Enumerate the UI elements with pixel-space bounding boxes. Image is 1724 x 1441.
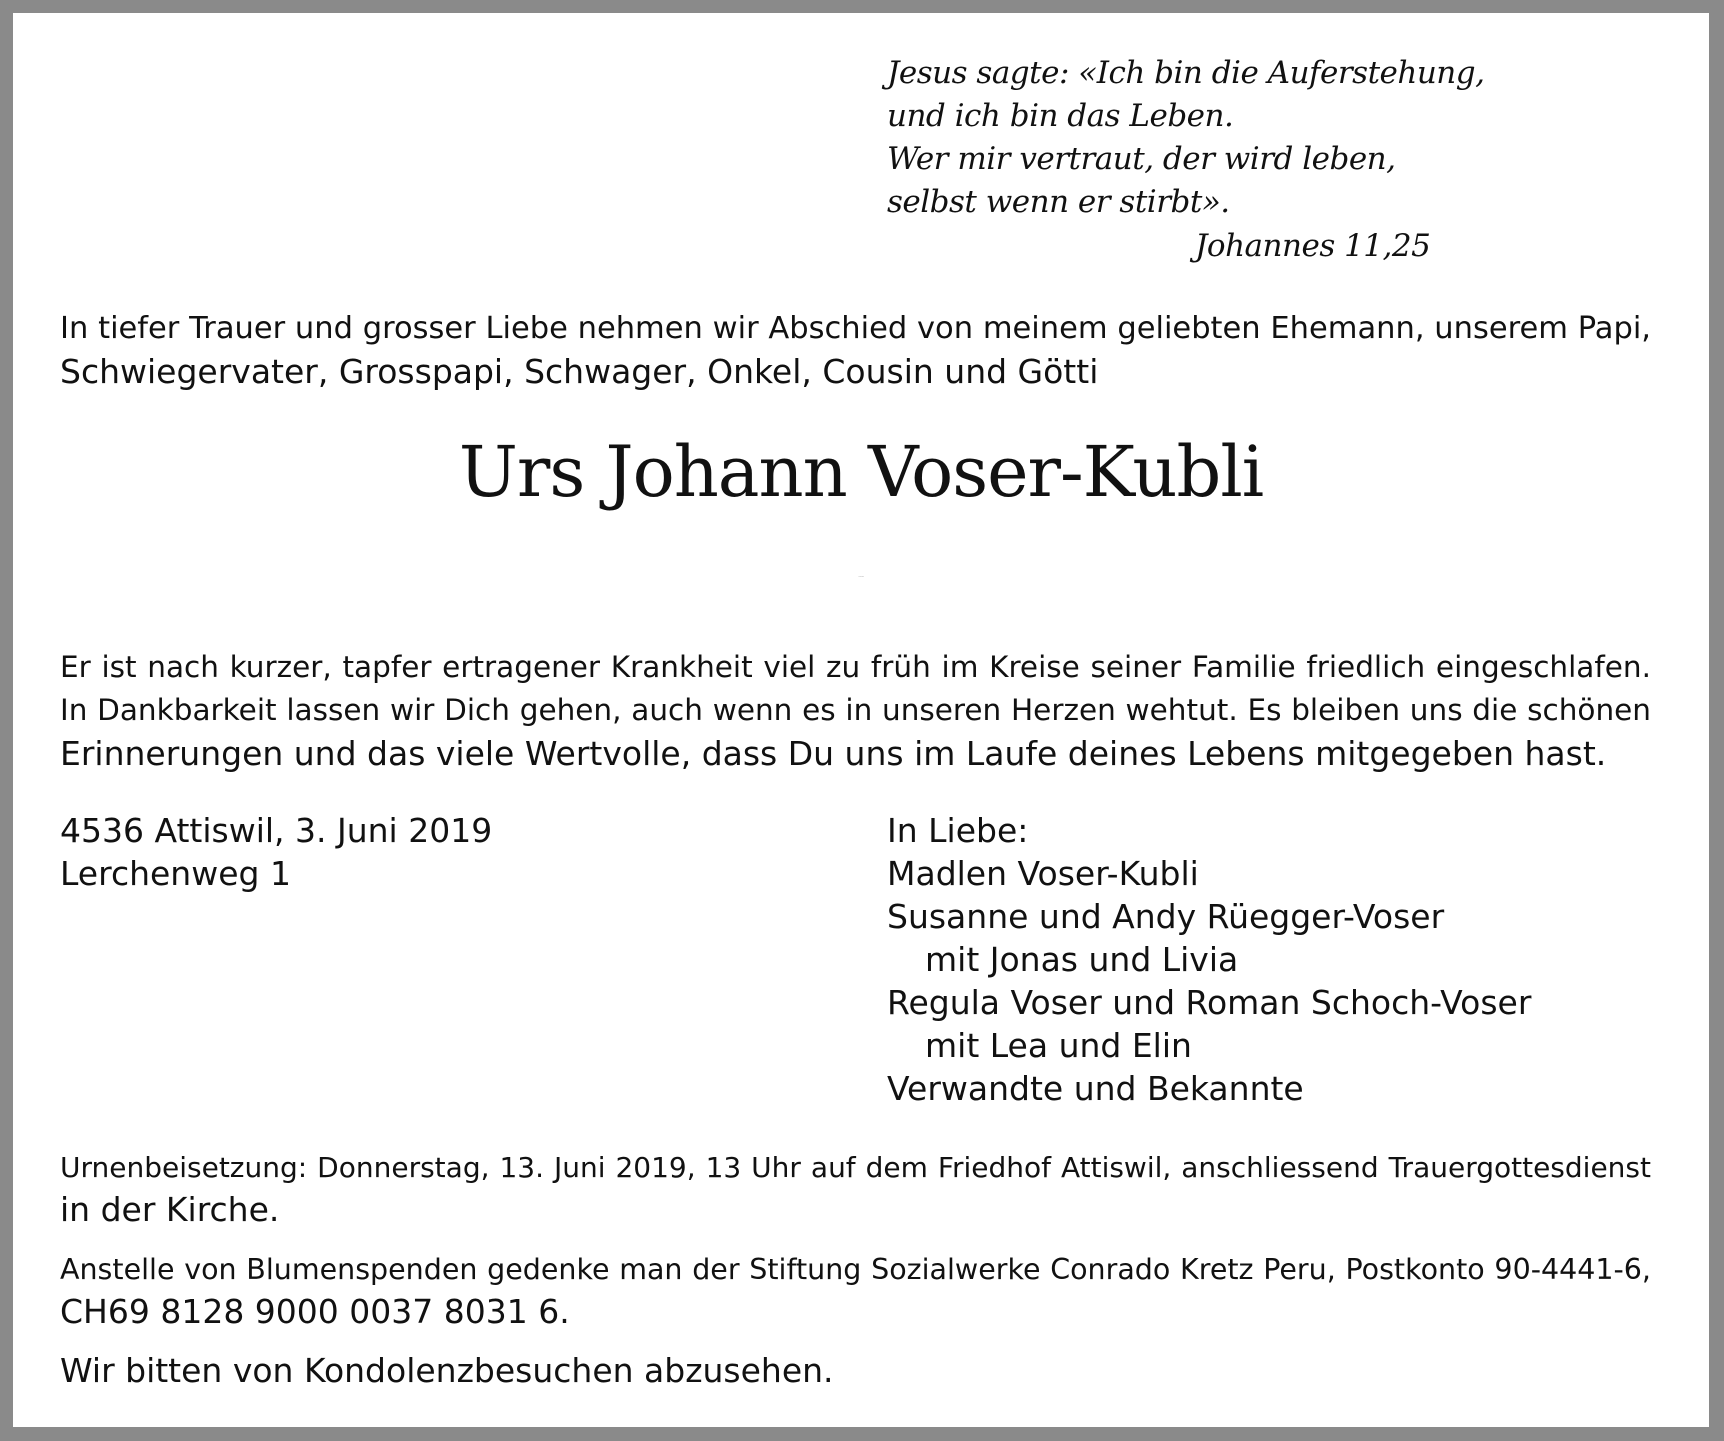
quote-line: Jesus sagte: «Ich bin die Auferstehung, xyxy=(887,55,1485,91)
birth-date: 4. Juli 1942 xyxy=(858,577,864,578)
mourner-line: Verwandte und Bekannte xyxy=(887,1069,1304,1108)
message-line: Er ist nach kurzer, tapfer ertragener Krankheit viel zu früh im Kreise seiner Familie friedlich eingeschlafen. xyxy=(60,650,1651,684)
quote-source: Johannes 11,25 xyxy=(1195,228,1431,264)
message-line: In Dankbarkeit lassen wir Dich gehen, auch wenn es in unseren Herzen wehtut. Es bleiben uns die schönen xyxy=(60,693,1651,727)
mourner-line: Madlen Voser-Kubli xyxy=(887,854,1199,893)
quote-line: selbst wenn er stirbt». xyxy=(887,184,1230,220)
donation-notice-line: CH69 8128 9000 0037 8031 6. xyxy=(60,1292,570,1331)
mourners-heading: In Liebe: xyxy=(887,811,1029,850)
mourner-line: Regula Voser und Roman Schoch-Voser xyxy=(887,983,1532,1022)
street: Lerchenweg 1 xyxy=(60,854,291,893)
quote-line: und ich bin das Leben. xyxy=(887,98,1234,134)
burial-notice-line: in der Kirche. xyxy=(60,1190,280,1229)
message-line: Erinnerungen und das viele Wertvolle, dass Du uns im Laufe deines Lebens mitgegeben hast. xyxy=(60,734,1607,773)
place-date: 4536 Attiswil, 3. Juni 2019 xyxy=(60,811,493,850)
bible-quote xyxy=(13,13,1709,273)
intro-line: Schwiegervater, Grosspapi, Schwager, Onkel, Cousin und Götti xyxy=(60,352,1099,391)
mourner-line: mit Lea und Elin xyxy=(925,1026,1192,1065)
obituary-notice xyxy=(13,13,1709,1427)
mourner-line: Susanne und Andy Rüegger-Voser xyxy=(887,897,1445,936)
quote-line: Wer mir vertraut, der wird leben, xyxy=(887,141,1396,177)
intro-line: In tiefer Trauer und grosser Liebe nehmen wir Abschied von meinem geliebten Ehemann, unserem Papi, xyxy=(60,311,1651,346)
mourner-line: mit Jonas und Livia xyxy=(925,940,1239,979)
donation-notice-line: Anstelle von Blumenspenden gedenke man der Stiftung Sozialwerke Conrado Kretz Peru, Postkonto 90-4441-6, xyxy=(60,1253,1651,1286)
burial-notice-line: Urnenbeisetzung: Donnerstag, 13. Juni 2019, 13 Uhr auf dem Friedhof Attiswil, anschliessend Trauergottesdienst xyxy=(60,1151,1651,1184)
deceased-name: Urs Johann Voser-Kubli xyxy=(458,431,1264,513)
condolence-notice: Wir bitten von Kondolenzbesuchen abzusehen. xyxy=(60,1351,834,1390)
